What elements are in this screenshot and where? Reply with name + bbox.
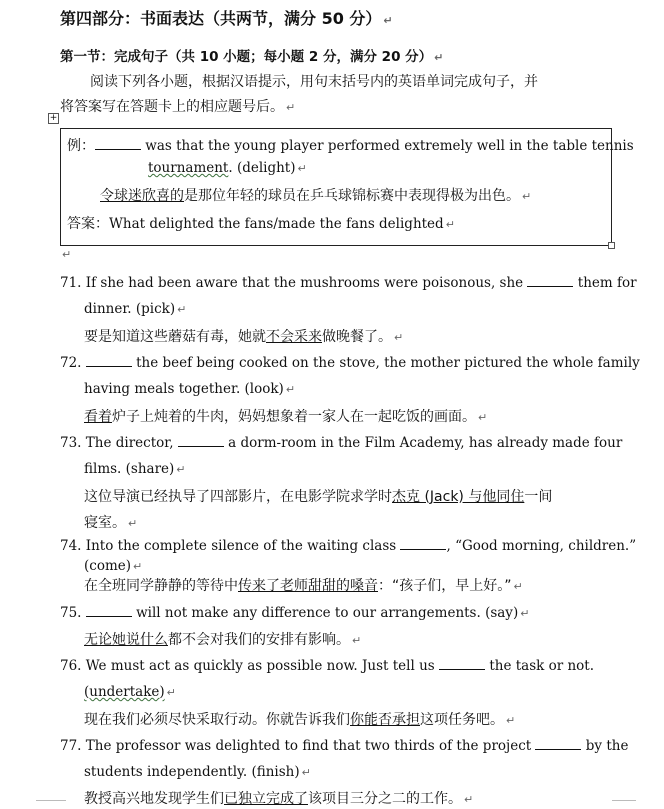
subsection-title: 第一节：完成句子（共 10 小题；每小题 2 分，满分 20 分） ↵ [60,49,444,65]
paragraph-mark: ↵ [62,248,72,261]
question-71: 71. If she had been aware that the mushrooms were poisonous, she them for [60,275,637,291]
question-72-translation: 看着炉子上炖着的牛肉，妈妈想象着一家人在一起吃饭的画面。 ↵ [84,409,488,425]
table-move-handle-icon[interactable]: + [49,113,58,123]
question-72: 72. the beef being cooked on the stove, the mother pictured the whole family [60,355,640,371]
question-71-cont: dinner. (pick) ↵ [84,301,187,317]
section-title: 第四部分：书面表达（共两节，满分 50 分） ↵ [60,9,393,28]
question-74: 74. Into the complete silence of the waiting class , “Good morning, children.” [60,538,637,554]
question-73: 73. The director, a dorm-room in the Film Academy, has already made four [60,435,623,451]
question-75-translation: 无论她说什么都不会对我们的安排有影响。 ↵ [84,632,362,648]
question-74-translation: 在全班同学静静的等待中传来了老师甜甜的嗓音：“孩子们，早上好。” ↵ [84,578,523,594]
question-74-cont: (come) ↵ [84,558,143,574]
question-72-cont: having meals together. (look) ↵ [84,381,296,397]
table-resize-handle-icon[interactable] [608,242,615,249]
instructions-line-2: 将答案写在答题卡上的相应题号后。 ↵ [60,99,296,115]
example-sentence: 例： was that the young player performed extremely well in the table tennis [67,138,634,154]
question-71-translation: 要是知道这些蘑菇有毒，她就不会采来做晚餐了。 ↵ [84,329,404,345]
question-77-translation: 教授高兴地发现学生们已独立完成了该项目三分之二的工作。 ↵ [84,791,474,807]
question-73-cont: films. (share) ↵ [84,461,186,477]
example-translation: 令球迷欣喜的是那位年轻的球员在乒乓球锦标赛中表现得极为出色。 ↵ [100,188,532,204]
question-76-cont: (undertake) ↵ [84,684,176,700]
question-75: 75. will not make any difference to our arrangements. (say) ↵ [60,605,530,621]
question-73-translation: 这位导演已经执导了四部影片，在电影学院求学时杰克 (Jack) 与他同住一间 [84,489,553,505]
instructions-line-1: 阅读下列各小题，根据汉语提示，用句末括号内的英语单词完成句子，并 [90,74,538,90]
page-corner-mark-right [612,800,636,801]
example-sentence-cont: tournament. (delight) ↵ [148,160,307,176]
question-76: 76. We must act as quickly as possible now. Just tell us the task or not. [60,658,595,674]
page-corner-mark-left [36,800,66,801]
question-77-cont: students independently. (finish) ↵ [84,764,311,780]
question-73-translation-cont: 寝室。 ↵ [84,515,138,531]
example-answer: 答案：What delighted the fans/made the fans delighted ↵ [67,216,455,232]
question-76-translation: 现在我们必须尽快采取行动。你就告诉我们你能否承担这项任务吧。 ↵ [84,712,516,728]
question-77: 77. The professor was delighted to find that two thirds of the project by the [60,738,629,754]
